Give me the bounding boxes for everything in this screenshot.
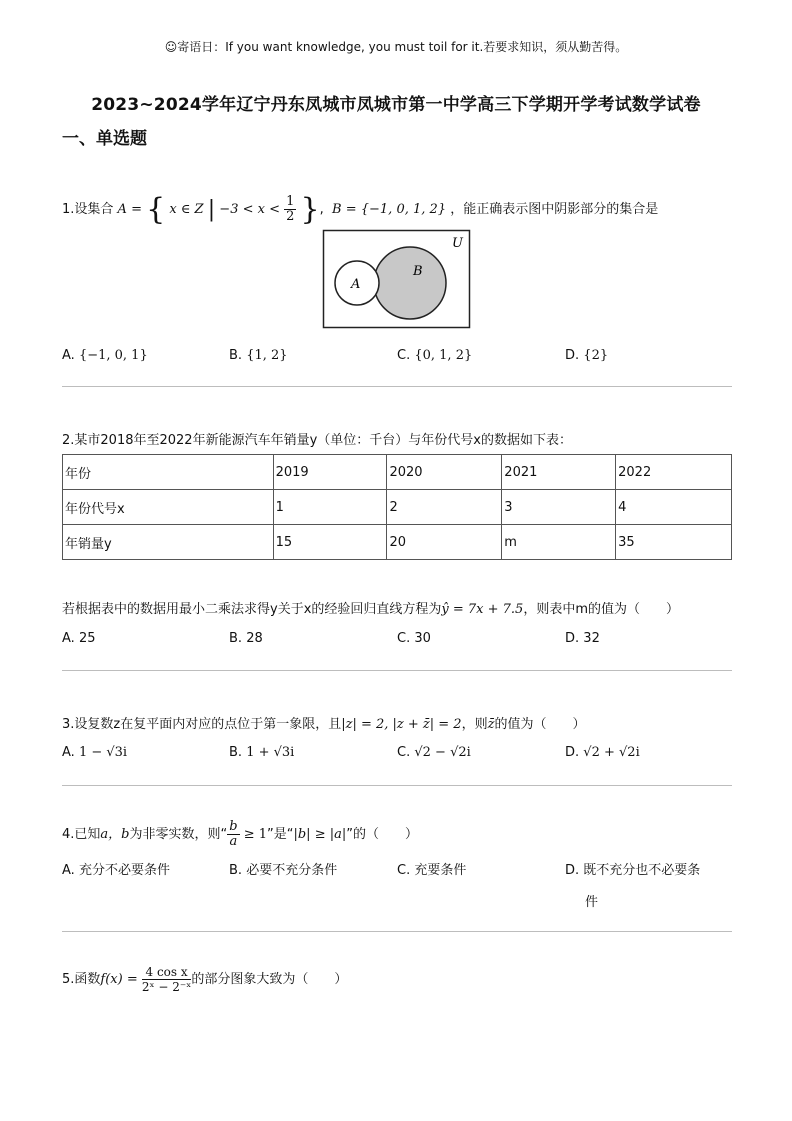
option-text: 30 [414, 631, 431, 646]
q2-option-d[interactable] [565, 631, 600, 646]
q1-left-brace: { [146, 192, 166, 227]
option-text: 既不充分也不必要条 [583, 863, 701, 878]
option-label: A. [62, 863, 75, 878]
q4-option-b[interactable] [229, 859, 337, 878]
q2-equation: ŷ = 7x + 7.5 [441, 602, 524, 617]
q1-set-a-range: −3 < x < [219, 202, 285, 217]
table-cell: 2021 [502, 455, 616, 490]
motto: ☺寄语日：If you want knowledge, you must toil for it.若要求知识，须从勤苦得。 [164, 40, 628, 54]
divider [62, 785, 732, 786]
option-text: 充分不必要条件 [78, 863, 170, 878]
table-cell: 2020 [387, 455, 502, 490]
q1-prefix: 1.设集合 [62, 202, 114, 217]
q2-option-a[interactable] [62, 631, 95, 646]
q4-ineq2: |b| ≥ |a| [293, 827, 347, 842]
table-cell: 4 [616, 490, 732, 525]
option-text: {−1, 0, 1} [78, 348, 148, 363]
q1-option-b[interactable] [229, 348, 288, 363]
question-5-stem [62, 965, 347, 994]
option-text: 必要不充分条件 [246, 863, 338, 878]
q3-option-b[interactable] [229, 745, 294, 760]
table-cell: 年份代号x [63, 490, 274, 525]
option-label: D. [565, 348, 580, 363]
option-label: B. [229, 863, 243, 878]
option-text: √2 + √2i [583, 745, 640, 760]
section-heading: 一、单选题 [62, 129, 147, 149]
q3-option-a[interactable] [62, 745, 127, 760]
table-row [63, 455, 732, 490]
q4-stem-pre: 4.已知 [62, 827, 101, 842]
venn-diagram [322, 229, 472, 329]
table-cell: 15 [273, 525, 387, 560]
option-label: C. [397, 631, 411, 646]
table-cell: 年份 [63, 455, 274, 490]
q1-set-a-lhs: A = [117, 202, 147, 217]
table-cell: 2019 [273, 455, 387, 490]
table-cell: m [502, 525, 616, 560]
q4-option-d[interactable] [565, 859, 700, 878]
q1-option-c[interactable] [397, 348, 472, 363]
table-cell: 3 [502, 490, 616, 525]
table-row [63, 490, 732, 525]
divider [62, 931, 732, 932]
option-label: B. [229, 348, 243, 363]
question-3-stem [62, 713, 585, 732]
q4-fraction [227, 820, 239, 849]
q4-option-c[interactable] [397, 859, 466, 878]
option-text: √2 − √2i [414, 745, 471, 760]
q3-option-c[interactable] [397, 745, 471, 760]
q5-fraction [142, 965, 191, 994]
option-text: 充要条件 [414, 863, 467, 878]
q3-stem-post: 的值为（ ） [494, 717, 586, 732]
q1-half-num: 1 [286, 194, 295, 209]
table-cell: 年销量y [63, 525, 274, 560]
table-cell: 2 [387, 490, 502, 525]
q2-option-c[interactable] [397, 631, 431, 646]
option-text: 32 [583, 631, 600, 646]
data-table [62, 454, 732, 560]
set-b-circle [374, 247, 446, 319]
table-cell: 20 [387, 525, 502, 560]
table-row [63, 525, 732, 560]
option-label: B. [229, 745, 243, 760]
option-label: A. [62, 745, 75, 760]
label-a: A [351, 277, 361, 292]
divider [62, 386, 732, 387]
option-label: C. [397, 863, 411, 878]
option-text: {0, 1, 2} [414, 348, 473, 363]
option-text: {2} [583, 348, 609, 363]
question-2-stem: 2.某市2018年至2022年新能源汽车年销量y（单位：千台）与年份代号x的数据如下表： [62, 433, 572, 448]
divider [62, 670, 732, 671]
option-text: 1 + √3i [246, 745, 295, 760]
q1-set-a-element: x ∈ Z [169, 202, 204, 217]
q4-stem-post: ”的（ ） [346, 827, 418, 842]
q2-option-b[interactable] [229, 631, 263, 646]
q1-option-d[interactable] [565, 348, 608, 363]
table-cell: 2022 [616, 455, 732, 490]
q4-mid2: ”是“ [267, 827, 294, 842]
q1-bar: | [207, 197, 216, 222]
q4-vars: a，b [100, 827, 130, 842]
option-label: D. [565, 631, 580, 646]
table-cell: 1 [273, 490, 387, 525]
q2-stem2-pre: 若根据表中的数据用最小二乘法求得y关于x的经验回归直线方程为 [62, 602, 442, 617]
q5-stem-pre: 5.函数 [62, 972, 101, 987]
q4-option-d-wrap: 件 [585, 895, 599, 910]
option-label: D. [565, 745, 580, 760]
question-2-regression [62, 598, 679, 617]
q1-suffix: ，能正确表示图中阴影部分的集合是 [450, 202, 659, 217]
q3-condition: |z| = 2, |z + z̄| = 2 [341, 717, 462, 732]
q1-right-brace: } [300, 192, 320, 227]
label-b: B [413, 264, 423, 279]
option-label: C. [397, 348, 411, 363]
q4-stem-mid: 为非零实数，则“ [129, 827, 228, 842]
q4-frac-num: b [229, 819, 238, 834]
q2-stem2-post: ，则表中m的值为（ ） [523, 602, 679, 617]
q1-option-a[interactable] [62, 348, 148, 363]
option-text: 28 [246, 631, 263, 646]
q4-ineq1: ≥ 1 [239, 827, 267, 842]
option-label: C. [397, 745, 411, 760]
page-title: 2023~2024学年辽宁丹东凤城市凤城市第一中学高三下学期开学考试数学试卷 [91, 95, 701, 115]
q5-stem-post: 的部分图象大致为（ ） [191, 972, 348, 987]
q4-frac-den: a [229, 834, 238, 849]
q1-half-den: 2 [286, 209, 295, 224]
table-cell: 35 [616, 525, 732, 560]
q3-option-d[interactable] [565, 745, 640, 760]
q3-stem-pre: 3.设复数z在复平面内对应的点位于第一象限，且 [62, 717, 342, 732]
question-1-stem: 1.设集合 A = { x ∈ Z | −3 < x < $\frac{1}{2}$ }, B = {−1, 0, 1, 2} ，能正确表示图中阴影部分的集合是 [62, 192, 659, 227]
q3-target: z̄ [487, 717, 495, 732]
q1-half-fraction [284, 195, 296, 224]
q4-option-a[interactable] [62, 859, 170, 878]
q5-num: 4 cos x [142, 965, 191, 980]
q3-stem-mid: ，则 [461, 717, 488, 732]
option-text: 1 − √3i [78, 745, 128, 760]
option-text: 25 [78, 631, 96, 646]
q5-fname: f(x) = [100, 972, 142, 987]
option-label: A. [62, 631, 75, 646]
q1-set-b: B = {−1, 0, 1, 2} [332, 202, 447, 217]
label-u: U [452, 236, 463, 251]
option-label: D. [565, 863, 580, 878]
q5-den: 2ˣ − 2⁻ˣ [141, 980, 192, 994]
option-label: B. [229, 631, 243, 646]
option-text: {1, 2} [246, 348, 288, 363]
question-4-stem [62, 820, 418, 849]
option-label: A. [62, 348, 75, 363]
